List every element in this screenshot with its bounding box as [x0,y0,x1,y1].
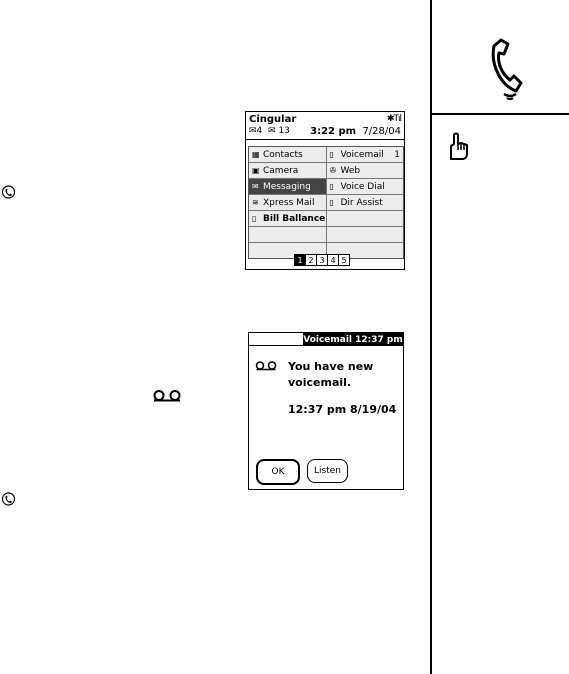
page-button-3[interactable]: 3 [316,254,328,266]
favorite-voicemail[interactable]: ▯ Voicemail 1 [326,147,404,162]
voicemail-speed-icon: ▯ [329,150,334,159]
phone-key-icon [2,185,15,199]
web-icon: ✇ [329,166,337,175]
listen-button[interactable]: Listen [307,459,348,483]
favorites-row [249,147,403,163]
alert-title: Voicemail 12:37 pm [303,334,403,345]
sidebar-rule [432,113,569,115]
favorite-voice-dial[interactable]: ▯ Voice Dial [326,179,404,194]
camera-icon: ▣ [252,166,260,175]
messaging-icon: ✉ [252,182,259,191]
favorites-pager [294,254,349,266]
favorite-contacts[interactable]: ▦ Contacts [249,147,326,162]
voicemail-icon [255,361,277,371]
time: 3:22 pm [310,126,357,137]
date: 7/28/04 [362,126,401,137]
email-icon: ✉ [268,126,276,136]
header-divider [246,139,404,140]
page-button-2[interactable]: 2 [305,254,317,266]
favorites-row [249,195,403,211]
favorite-messaging[interactable]: ✉ Messaging [249,179,326,194]
favorites-grid [248,146,404,259]
favorite-empty[interactable] [249,227,326,242]
page-button-5[interactable]: 5 [338,254,350,266]
ok-button[interactable]: OK [256,459,300,485]
voicemail-badge: 1 [394,149,400,160]
voice-dial-icon: ▯ [329,182,334,191]
page-button-1[interactable]: 1 [294,254,306,266]
contacts-icon: ▦ [252,150,260,159]
favorite-dir-assist[interactable]: ▯ Dir Assist [326,195,404,210]
phone-key-icon [2,492,15,506]
voicemail-alert-screenshot [248,332,404,490]
favorites-row [249,211,403,227]
tip-hand-icon [445,132,471,162]
favorite-web[interactable]: ✇ Web [326,163,404,178]
page-button-4[interactable]: 4 [327,254,339,266]
favorites-row [249,227,403,243]
alert-timestamp: 12:37 pm 8/19/04 [288,403,397,416]
favorite-empty[interactable] [326,211,404,226]
favorite-xpress-mail[interactable]: ≋ Xpress Mail [249,195,326,210]
sms-count: 4 [256,126,263,136]
favorites-row [249,179,403,195]
favorites-row [249,163,403,179]
page-column-rule [430,0,432,674]
favorite-empty[interactable] [326,227,404,242]
favorite-camera[interactable]: ▣ Camera [249,163,326,178]
dir-assist-icon: ▯ [329,198,334,207]
alert-message: You have new voicemail. [288,360,374,389]
signal-battery-icons: ✱Tıl [386,114,401,124]
clock [310,126,401,137]
email-count: 13 [278,126,290,136]
sms-icon: ✉ [249,126,257,136]
message-counts [249,126,290,136]
contact-card-icon: ▯ [252,214,257,223]
favorite-bill-ballance[interactable]: ▯ Bill Ballance [249,211,326,226]
phone-view-screenshot [245,111,405,270]
xpress-mail-icon: ≋ [252,198,259,207]
alert-title-rule [249,345,403,346]
carrier-name: Cingular [249,114,297,125]
phone-handset-icon [488,36,530,100]
voicemail-icon [152,390,182,402]
